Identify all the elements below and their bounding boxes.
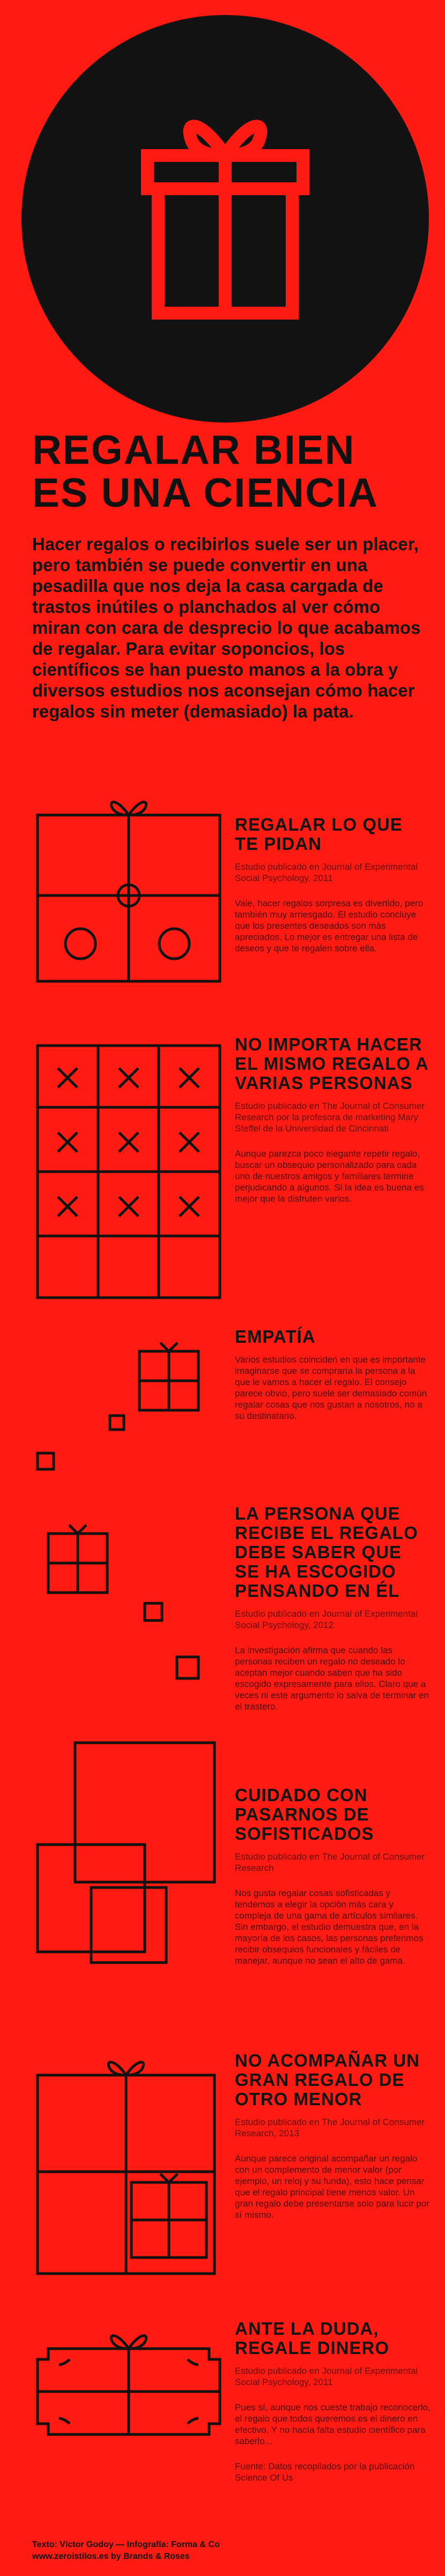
section-body: Aunque parezca poco elegante repetir regalo, buscar un obsequio personalizado para cada uno de nuestros amigos y familiares termine perjudicando a algunos. Si la idea es buena es mejor que la disfruten varios. xyxy=(235,1149,424,1204)
section-regalar-lo-que-te-pidan xyxy=(235,815,431,954)
section-pensando-en-el xyxy=(235,1504,431,1712)
footer-website: www.zeroistilos.es by Brands & Roses xyxy=(32,2552,190,2561)
section-regalo-menor xyxy=(235,2051,431,2220)
stacked-boxes-icon xyxy=(32,1737,231,1973)
section-heading: CUIDADO CON PASARNOS DE SOFISTICADOS xyxy=(235,1785,374,1844)
footer xyxy=(32,2539,418,2563)
section-regale-dinero xyxy=(235,2319,431,2483)
money-gift-icon xyxy=(32,2316,231,2451)
gift-boxes-icon xyxy=(32,794,231,997)
footer-credits: Texto: Víctor Godoy — Infografía: Forma & Co xyxy=(32,2540,220,2549)
section-heading: REGALAR LO QUE TE PIDAN xyxy=(235,815,403,854)
page-title: REGALAR BIEN ES UNA CIENCIA xyxy=(32,427,379,516)
section-source: Estudio publicado en Journal of Experimental Social Psychology, 2012 xyxy=(235,1609,418,1630)
large-and-small-gift-icon xyxy=(32,2054,231,2290)
intro-text: Hacer regalos o recibirlos suele ser un placer, pero también se puede convertir en una pesadilla que nos deja la casa cargada de trastos inútiles o planchados al ver cómo miran con cara de desprecio lo que acabamos de regalar. Para evitar soponcios, los científicos se han puesto manos a la obra y diversos estudios nos aconsejan cómo hacer regalos sin meter (demasiado) la pata. xyxy=(32,534,421,721)
gift-with-squares-icon xyxy=(32,1512,231,1694)
section-source: Estudio publicado en Journal of Experimental Social Psychology, 2011 xyxy=(235,2366,418,2387)
section-heading: EMPATÍA xyxy=(235,1327,316,1346)
section-body: Vale, hacer regalos sorpresa es divertido, pero también muy arriesgado. El estudio concluye que los presentes deseados son más apreciados. Lo mejor es entregar una lista de deseos y que te regalen sobre ella. xyxy=(235,898,424,953)
section-mismo-regalo xyxy=(235,1035,431,1204)
gift-box-icon xyxy=(21,15,429,423)
section-sofisticados xyxy=(235,1786,431,1966)
hero-circle xyxy=(21,15,429,423)
section-source: Estudio publicado en The Journal of Consumer Research por la profesora de marketing Mary Steffel de la Universidad de Cincinnati xyxy=(235,1101,425,1134)
section-body: Pues sí, aunque nos cueste trabajo reconocerlo, el regalo que todos queremos es el dinero en efectivo. Y no hacía falta estudio científico para saberlo... xyxy=(235,2402,431,2446)
section-heading: LA PERSONA QUE RECIBE EL REGALO DEBE SABER QUE SE HA ESCOGIDO PENSANDO EN ÉL xyxy=(235,1504,418,1601)
section-source: Estudio publicado en The Journal of Consumer Research, 2013 xyxy=(235,2117,425,2138)
section-heading: ANTE LA DUDA, REGALE DINERO xyxy=(235,2319,390,2358)
small-gift-icon xyxy=(32,1330,231,1491)
section-body: Varios estudios coinciden en que es importante imaginarse que se compraría la persona a la que le vamos a hacer el regalo. El consejo parece obvio, pero suele ser demasiado común regalar cosas que nos gustan a nosotros, no a su destinatario. xyxy=(235,1354,427,1421)
section-source: Estudio publicado en The Journal of Consumer Research xyxy=(235,1852,425,1873)
section-body: La investigación afirma que cuando las personas reciben un regalo no deseado lo aceptan mejor cuando saben que ha sido escogido expresamente para ellos. Claro que a veces ni este argumento lo salva de terminar en el trastero. xyxy=(235,1645,429,1712)
gift-grid-icon xyxy=(32,1035,231,1308)
section-source: Estudio publicado en Journal of Experimental Social Psychology, 2011 xyxy=(235,862,418,883)
section-empatia xyxy=(235,1327,431,1422)
source-note: Fuente: Datos recopilados por la publicación Science Of Us xyxy=(235,2461,415,2483)
section-heading: NO ACOMPAÑAR UN GRAN REGALO DE OTRO MENOR xyxy=(235,2051,420,2109)
section-body: Nos gusta regalar cosas sofisticadas y tendemos a elegir la opción más cara y compleja de una gama de artículos similares. Sin embargo, el estudio demuestra que, en la mayoría de los casos, las personas preferimos recibir obsequios funcionales y fáciles de manejar, aunque no sean el alto de gama. xyxy=(235,1888,424,1966)
section-body: Aunque parece original acompañar un regalo con un complemento de menor valor (por ejemplo, un reloj y su funda), esto hace pensar que el regalo principal tiene menos valor. Un gran regalo debe presentarse solo para lucir por sí mismo. xyxy=(235,2153,429,2220)
section-heading: NO IMPORTA HACER EL MISMO REGALO A VARIAS PERSONAS xyxy=(235,1034,428,1093)
